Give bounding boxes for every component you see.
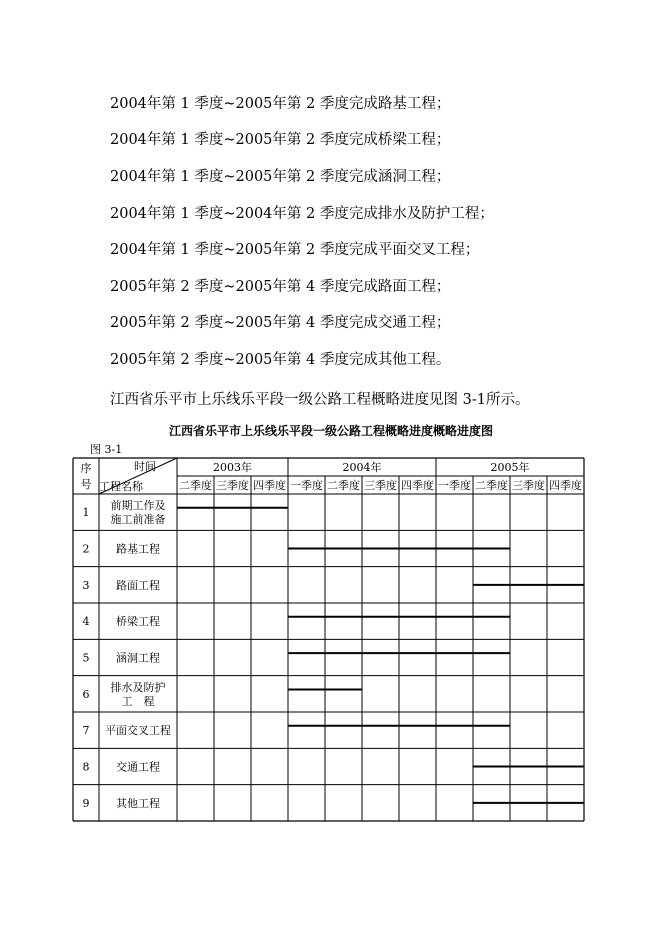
row-project-name: 路面工程 — [116, 578, 160, 592]
row-project-name: 涵洞工程 — [116, 651, 160, 665]
quarter-header: 一季度 — [438, 479, 471, 492]
row-number: 4 — [82, 615, 90, 629]
row-project-name: 施工前准备 — [110, 513, 166, 527]
quarter-header: 三季度 — [364, 479, 397, 492]
row-project-name: 平面交叉工程 — [105, 724, 171, 738]
quarter-header: 二季度 — [327, 479, 360, 492]
paragraph-2: 2004年第 1 季度~2005年第 2 季度完成桥梁工程； — [110, 132, 451, 148]
row-number: 8 — [82, 760, 90, 774]
row-number: 1 — [82, 506, 90, 520]
quarter-header: 二季度 — [475, 479, 508, 492]
year-header-2005年: 2005年 — [490, 461, 530, 474]
row-number: 2 — [82, 542, 90, 556]
row-number: 3 — [82, 578, 90, 592]
paragraph-1: 2004年第 1 季度~2005年第 2 季度完成路基工程； — [110, 96, 451, 112]
row-project-name: 排水及防护 — [110, 680, 166, 694]
year-header-2004年: 2004年 — [342, 461, 382, 474]
row-project-name: 交通工程 — [116, 760, 160, 774]
quarter-header: 一季度 — [290, 479, 323, 492]
row-project-name: 其他工程 — [116, 796, 160, 810]
row-number: 7 — [82, 724, 90, 738]
paragraph-3: 2004年第 1 季度~2005年第 2 季度完成涵洞工程； — [110, 169, 451, 185]
header-seq-label: 号 — [80, 478, 92, 491]
header-time-label: 时间 — [134, 460, 156, 473]
row-project-name: 桥梁工程 — [116, 615, 160, 629]
quarter-header: 四季度 — [253, 479, 286, 492]
paragraph-6: 2005年第 2 季度~2005年第 4 季度完成路面工程； — [110, 279, 451, 295]
paragraph-4: 2004年第 1 季度~2004年第 2 季度完成排水及防护工程； — [110, 206, 494, 222]
paragraph-5: 2004年第 1 季度~2005年第 2 季度完成平面交叉工程； — [110, 242, 480, 258]
header-seq-label: 序 — [80, 462, 92, 475]
paragraph-7: 2005年第 2 季度~2005年第 4 季度完成交通工程； — [110, 315, 451, 331]
row-project-name: 路基工程 — [116, 542, 160, 556]
row-number: 9 — [82, 796, 90, 810]
quarter-header: 二季度 — [179, 479, 212, 492]
quarter-header: 三季度 — [216, 479, 249, 492]
row-number: 6 — [82, 687, 90, 701]
paragraph-8: 2005年第 2 季度~2005年第 4 季度完成其他工程。 — [110, 352, 451, 368]
year-header-2003年: 2003年 — [213, 461, 252, 474]
table-title: 江西省乐平市上乐线乐平段一级公路工程概略进度概略进度图 — [168, 424, 493, 438]
quarter-header: 四季度 — [401, 479, 434, 492]
quarter-header: 四季度 — [549, 479, 582, 492]
row-project-name: 前期工作及 — [110, 499, 166, 513]
header-project-label: 工程名称 — [99, 480, 143, 493]
row-number: 5 — [82, 651, 90, 665]
figure-label: 图 3-1 — [90, 443, 123, 456]
figure-caption: 江西省乐平市上乐线乐平段一级公路工程概略进度见图 3-1所示。 — [110, 392, 530, 408]
row-project-name: 工 程 — [121, 694, 155, 708]
quarter-header: 三季度 — [512, 479, 545, 492]
